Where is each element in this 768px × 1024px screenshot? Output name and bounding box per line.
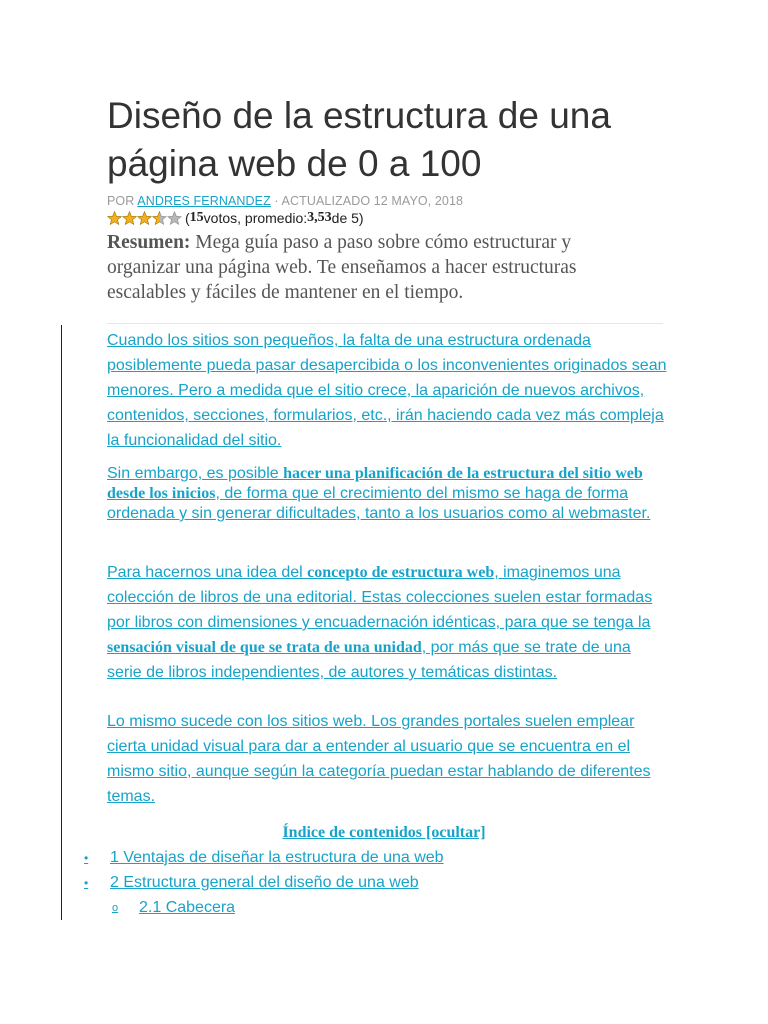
rating-votes-text: votos, promedio: — [203, 210, 308, 226]
article-meta — [107, 194, 463, 208]
summary-text: Mega guía paso a paso sobre cómo estructurar y organizar una página web. Te enseñamos a hacer estructuras escalables y fáciles de mantener en el tiempo. — [107, 232, 577, 303]
bullet-icon: • — [84, 876, 89, 890]
divider — [107, 323, 663, 324]
star-icon[interactable] — [152, 211, 167, 226]
star-icon[interactable] — [137, 211, 152, 226]
rating-open: ( — [185, 210, 190, 226]
paragraph-4[interactable]: Lo mismo sucede con los sitios web. Los grandes portales suelen emplear cierta unidad visual para dar a entender al usuario que se encuentra en el mismo sitio, aunque según la categoría puedan estar hablando de diferentes temas. — [107, 713, 651, 805]
toc-item-2-1[interactable] — [112, 899, 235, 917]
paragraph-3-text-e: , por más que se trate de una serie de libros independientes, de autores y temáticas distintas. — [107, 639, 631, 681]
toc-title[interactable]: Índice de contenidos [ocultar] — [282, 824, 486, 841]
paragraph-2-text-c: , de forma que el crecimiento del mismo se haga de forma ordenada y sin generar dificultades, tanto a los usuarios como al webmaster. — [107, 485, 651, 522]
author-link[interactable]: ANDRES FERNANDEZ — [137, 194, 271, 208]
rating-close: de 5) — [331, 210, 364, 226]
article-title: Diseño de la estructura de una página web de 0 a 100 — [107, 95, 611, 184]
star-icon[interactable] — [167, 211, 182, 226]
paragraph-3-bold-1: concepto de estructura web — [307, 564, 495, 581]
rating-votes: 15 — [189, 210, 204, 225]
star-icon[interactable] — [107, 211, 122, 226]
paragraph-3[interactable] — [107, 560, 667, 685]
rating — [107, 210, 364, 226]
rating-average: 3,53 — [307, 210, 332, 225]
paragraph-3-text-a: Para hacernos una idea del — [107, 564, 308, 581]
toc-item-label[interactable]: 2 Estructura general del diseño de una web — [110, 874, 419, 891]
summary-label: Resumen: — [107, 232, 191, 253]
circle-bullet-icon: o — [112, 902, 119, 914]
paragraph-1[interactable]: Cuando los sitios son pequeños, la falta de una estructura ordenada posiblemente pueda pasar desapercibida o los inconvenientes originados sean menores. Pero a medida que el sitio crece, la aparición de nuevos archivos, contenidos, secciones, formularios, etc., irán haciendo cada vez más compleja la funcionalidad del sitio. — [107, 332, 667, 449]
paragraph-3-text-c: , imaginemos una colección de libros de una editorial. Estas colecciones suelen estar formadas por libros con dimensiones y encuadernación idénticas, para que se tenga la — [107, 564, 653, 631]
star-icon[interactable] — [122, 211, 137, 226]
article-summary — [107, 230, 627, 305]
meta-by: POR — [107, 194, 138, 208]
toc-item-label[interactable]: 2.1 Cabecera — [139, 899, 236, 916]
paragraph-2[interactable] — [107, 464, 667, 524]
meta-updated: · ACTUALIZADO 12 MAYO, 2018 — [270, 194, 464, 208]
bullet-icon: • — [84, 851, 89, 865]
star-rating[interactable] — [107, 211, 182, 226]
paragraph-2-bold: hacer una planificación de la estructura del sitio web desde los inicios — [107, 465, 643, 502]
paragraph-3-bold-2: sensación visual de que se trata de una unidad — [107, 639, 422, 656]
toc-item-label[interactable]: 1 Ventajas de diseñar la estructura de una web — [110, 849, 444, 866]
toc-item-2[interactable] — [84, 874, 419, 892]
paragraph-2-text-a: Sin embargo, es posible — [107, 465, 284, 482]
toc-item-1[interactable] — [84, 849, 444, 867]
